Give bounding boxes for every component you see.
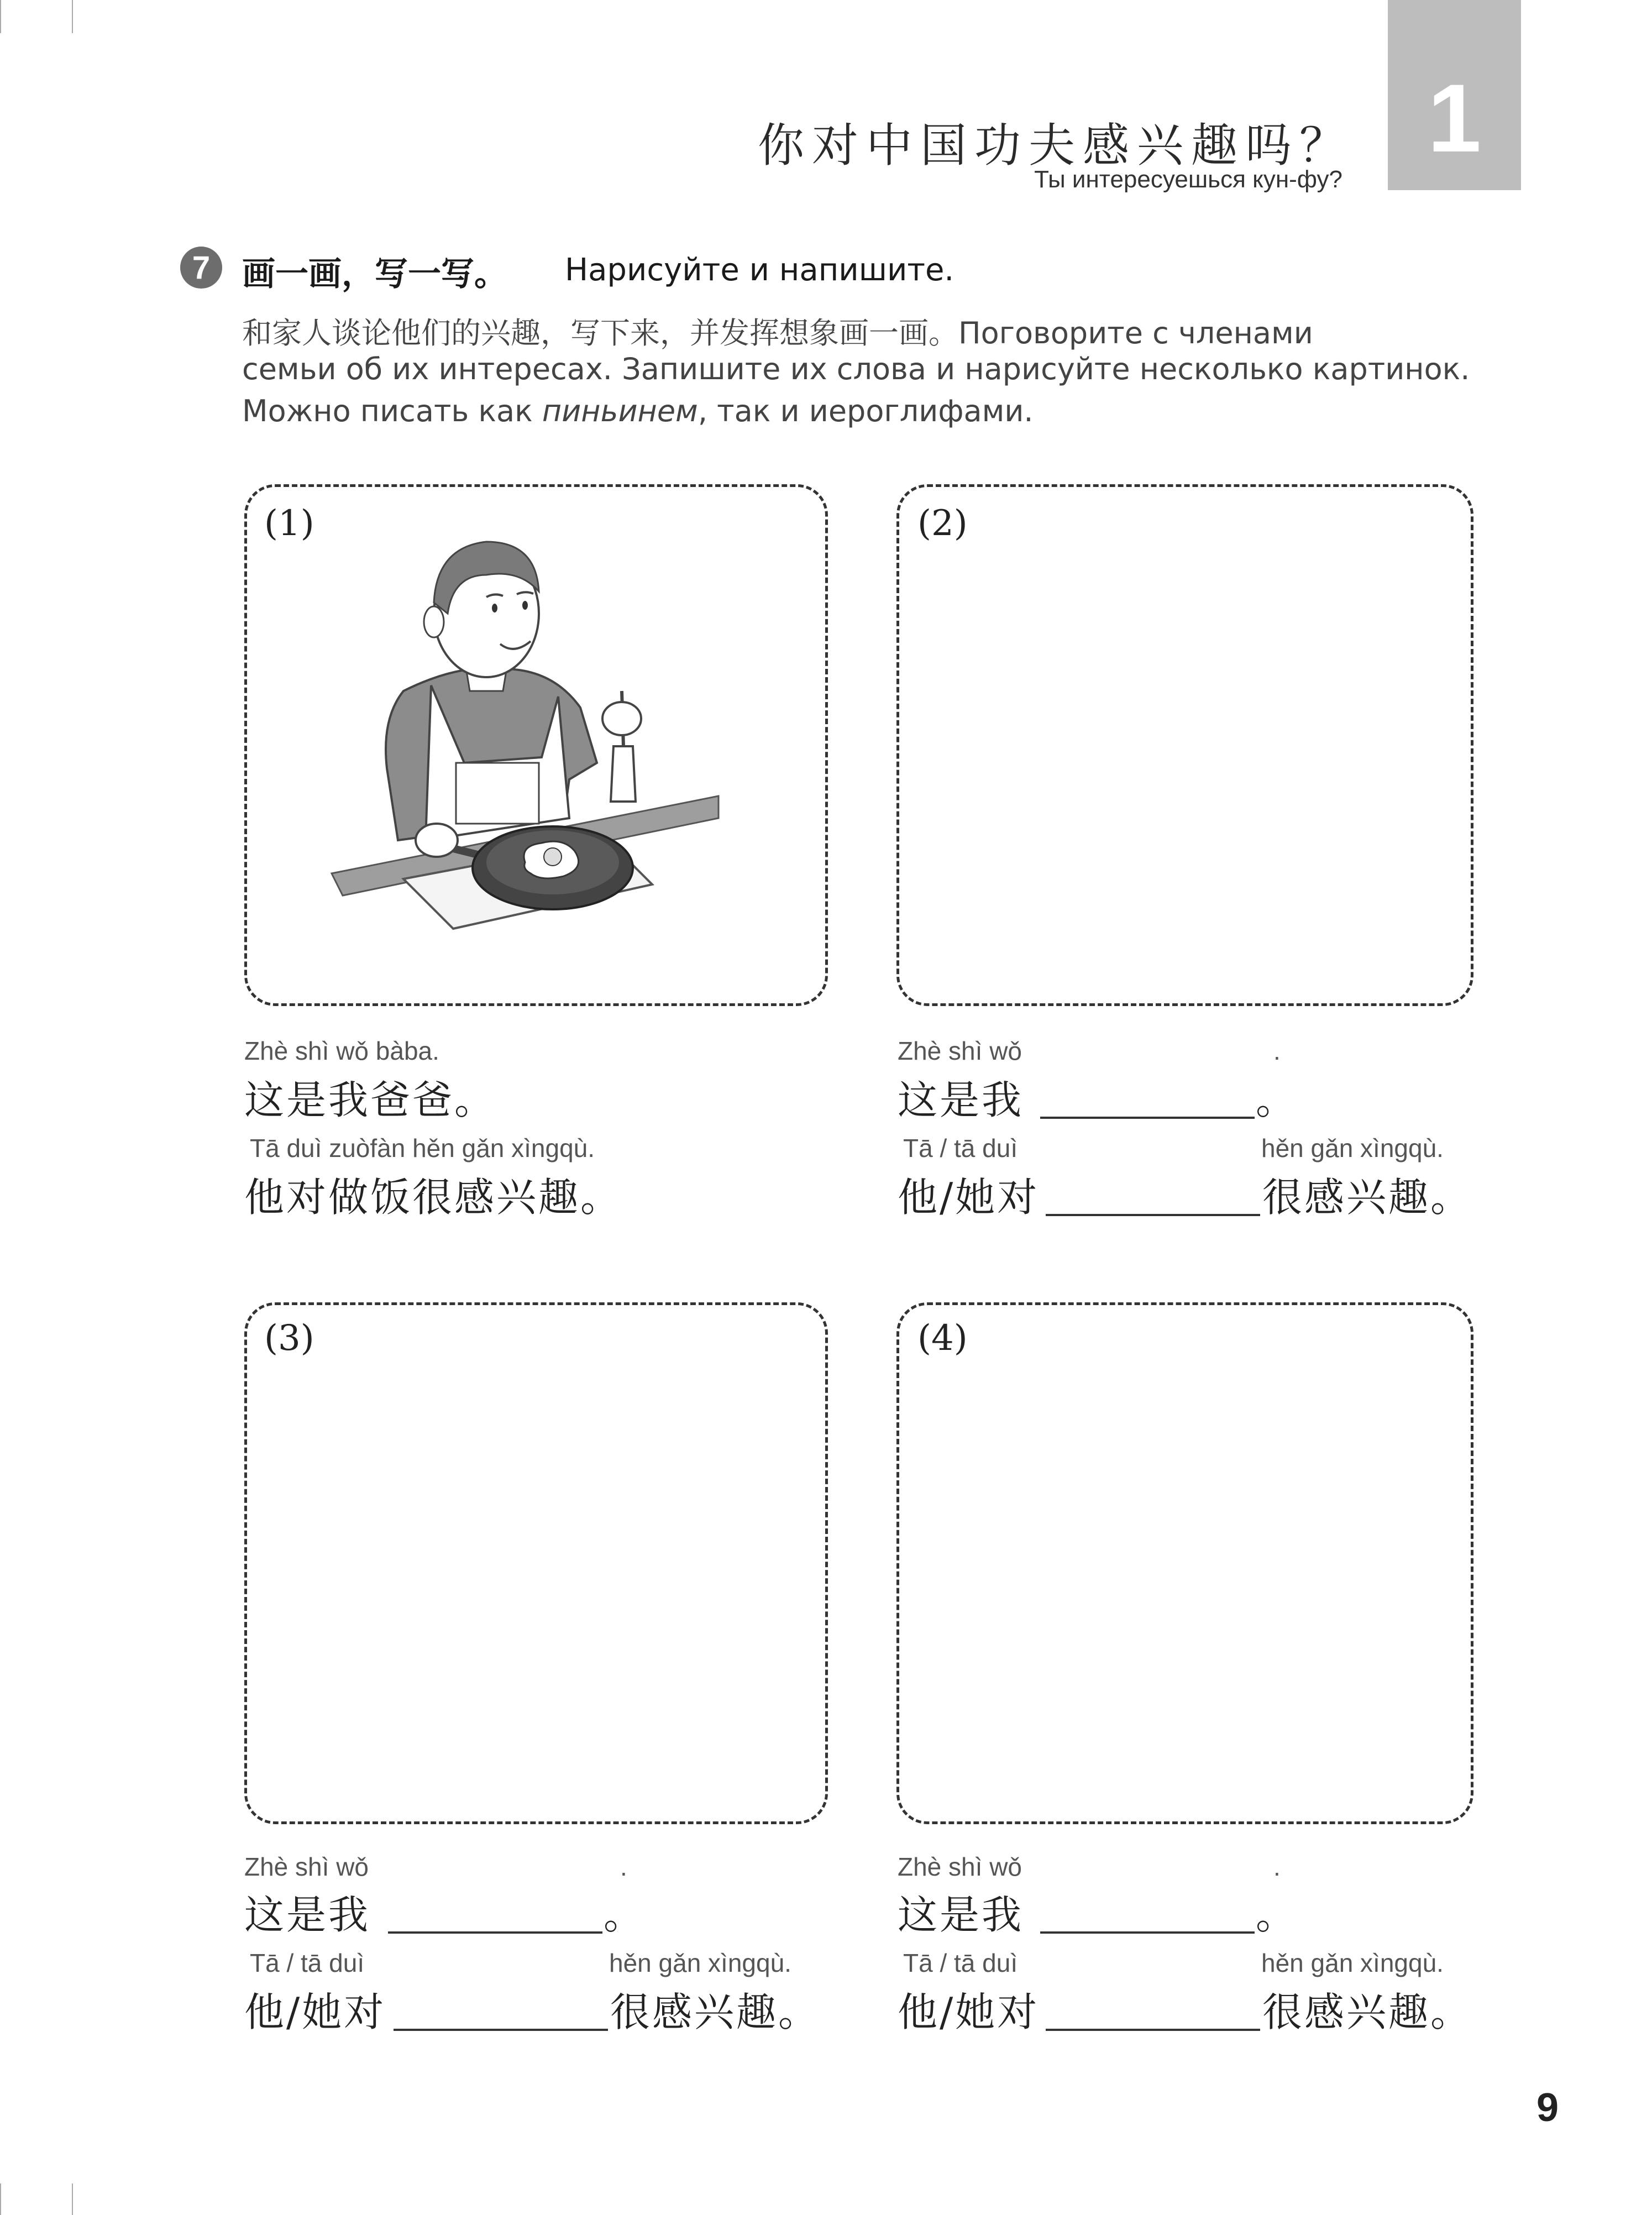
drawing-box-2[interactable] xyxy=(896,484,1473,1006)
page-title-russian: Ты интересуешься кун-фу? xyxy=(1034,166,1342,193)
box-label: (2) xyxy=(917,503,968,544)
pinyin-line-2a: Tā / tā duì xyxy=(903,1134,1018,1163)
chapter-tab xyxy=(1388,0,1521,190)
answer-blank[interactable] xyxy=(394,2029,608,2031)
chapter-number: 1 xyxy=(1427,65,1482,172)
pinyin-line-1: Zhè shì wǒ xyxy=(898,1852,1022,1881)
answer-blank[interactable] xyxy=(388,1931,602,1934)
instruction-line-1: 和家人谈论他们的兴趣，写下来，并发挥想象画一画。Поговорите с членами xyxy=(242,316,1313,350)
pinyin-line-2b: hěn gǎn xìngqù. xyxy=(1261,1134,1444,1163)
hanzi-line-1: 这是我爸爸。 xyxy=(244,1077,497,1123)
instruction-italic-term: пиньинем xyxy=(542,394,698,428)
hanzi-period: 。 xyxy=(1256,1892,1298,1938)
box-label: (1) xyxy=(264,503,314,544)
hanzi-line-2: 他对做饭很感兴趣。 xyxy=(244,1174,623,1221)
answer-blank[interactable] xyxy=(1040,1117,1255,1119)
pinyin-line-2a: Tā / tā duì xyxy=(250,1949,365,1977)
hanzi-line-2a: 他/她对 xyxy=(898,1174,1040,1221)
drawing-box-3[interactable] xyxy=(244,1302,828,1824)
instruction-line-2: семьи об их интересах. Запишите их слова и нарисуйте несколько картинок. xyxy=(242,352,1470,386)
hanzi-line-2b: 很感兴趣。 xyxy=(610,1989,821,2035)
answer-blank[interactable] xyxy=(1040,1931,1255,1934)
hanzi-line-2a: 他/她对 xyxy=(244,1989,386,2035)
pinyin-line-2a: Tā / tā duì xyxy=(903,1949,1018,1977)
hanzi-line-2b: 很感兴趣。 xyxy=(1262,1989,1473,2035)
crop-mark xyxy=(72,0,73,33)
pinyin-period: . xyxy=(1273,1036,1281,1065)
exercise-title-russian: Нарисуйте и напишите. xyxy=(565,252,955,288)
crop-mark xyxy=(72,2183,73,2215)
instruction-line-3 xyxy=(242,394,1034,428)
page-title-chinese: 你对中国功夫感兴趣吗？ xyxy=(757,118,1354,172)
man-cooking-illustration xyxy=(321,531,741,962)
hanzi-line-1: 这是我 xyxy=(898,1892,1024,1938)
pinyin-line-1: Zhè shì wǒ bàba. xyxy=(244,1036,439,1065)
pinyin-period: . xyxy=(1273,1852,1281,1881)
hanzi-line-1: 这是我 xyxy=(898,1077,1024,1123)
box-label: (4) xyxy=(917,1318,968,1359)
exercise-number-badge: 7 xyxy=(180,247,222,289)
pinyin-line-1: Zhè shì wǒ xyxy=(898,1036,1022,1065)
box-label: (3) xyxy=(264,1318,314,1359)
page-number: 9 xyxy=(1536,2086,1559,2130)
hanzi-period: 。 xyxy=(1256,1077,1298,1123)
crop-mark xyxy=(0,0,1,33)
hanzi-line-1: 这是我 xyxy=(244,1892,371,1938)
pinyin-line-2b: hěn gǎn xìngqù. xyxy=(609,1949,791,1977)
answer-blank[interactable] xyxy=(1046,1214,1260,1216)
pinyin-period: . xyxy=(620,1852,627,1881)
crop-mark xyxy=(0,2183,1,2215)
answer-blank[interactable] xyxy=(1046,2029,1260,2031)
hanzi-period: 。 xyxy=(604,1892,646,1938)
drawing-box-4[interactable] xyxy=(896,1302,1473,1824)
instruction-text: , так и иероглифами. xyxy=(697,394,1034,428)
pinyin-line-2: Tā duì zuòfàn hěn gǎn xìngqù. xyxy=(250,1134,595,1163)
instruction-text: Можно писать как xyxy=(242,394,542,428)
exercise-title-chinese: 画一画，写一写。 xyxy=(242,255,507,294)
hanzi-line-2a: 他/她对 xyxy=(898,1989,1040,2035)
hanzi-line-2b: 很感兴趣。 xyxy=(1262,1174,1473,1221)
pinyin-line-2b: hěn gǎn xìngqù. xyxy=(1261,1949,1444,1977)
pinyin-line-1: Zhè shì wǒ xyxy=(244,1852,369,1881)
